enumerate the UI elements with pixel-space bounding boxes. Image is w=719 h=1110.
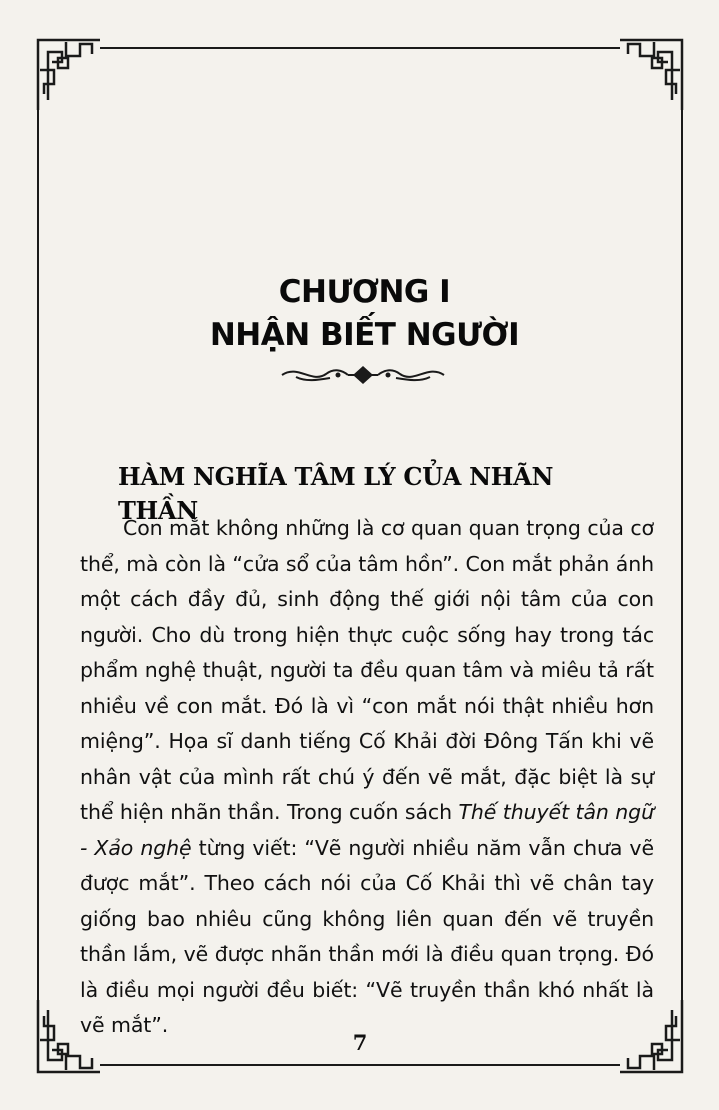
page-number: 7	[352, 1030, 368, 1055]
chapter-label: CHƯƠNG I	[278, 274, 451, 310]
book-title-italic: Thế thuyết tân ngữ - Xảo nghệ	[80, 800, 654, 860]
chapter-title: NHẬN BIẾT NGƯỜI	[209, 317, 520, 353]
body-text-part-2: từng viết: “Vẽ người nhiều năm vẫn chưa vẽ được mắt”. Theo cách nói của Cố Khải thì vẽ chân tay giống bao nhiêu cũng không liên quan đến vẽ truyền thần lắm, vẽ được nhãn thần mới là điều quan trọng. Đó là điều mọi người đều biết: “Vẽ truyền thần khó nhất là vẽ mắt”.	[80, 835, 654, 1037]
body-text-part-1: Con mắt không những là cơ quan quan trọng của cơ thể, mà còn là “cửa sổ của tâm hồn”. Con mắt phản ánh một cách đầy đủ, sinh động thế giới nội tâm của con người. Cho dù trong hiện thực cuộc sống hay trong tác phẩm nghệ thuật, người ta đều quan tâm và miêu tả rất nhiều về con mắt. Đó là vì “con mắt nói thật nhiều hơn miệng”. Họa sĩ danh tiếng Cố Khải đời Đông Tấn khi vẽ nhân vật của mình rất chú ý đến vẽ mắt, đặc biệt là sự thể hiện nhãn thần. Trong cuốn sách	[80, 516, 654, 824]
corner-ornament-top-left	[38, 40, 100, 110]
ornamental-flourish	[278, 360, 448, 388]
body-paragraph	[80, 511, 654, 1044]
chapter-heading	[0, 272, 719, 356]
corner-ornament-top-right	[620, 40, 682, 110]
section-heading: HÀM NGHĨA TÂM LÝ CỦA NHÃN THẦN	[118, 462, 554, 525]
